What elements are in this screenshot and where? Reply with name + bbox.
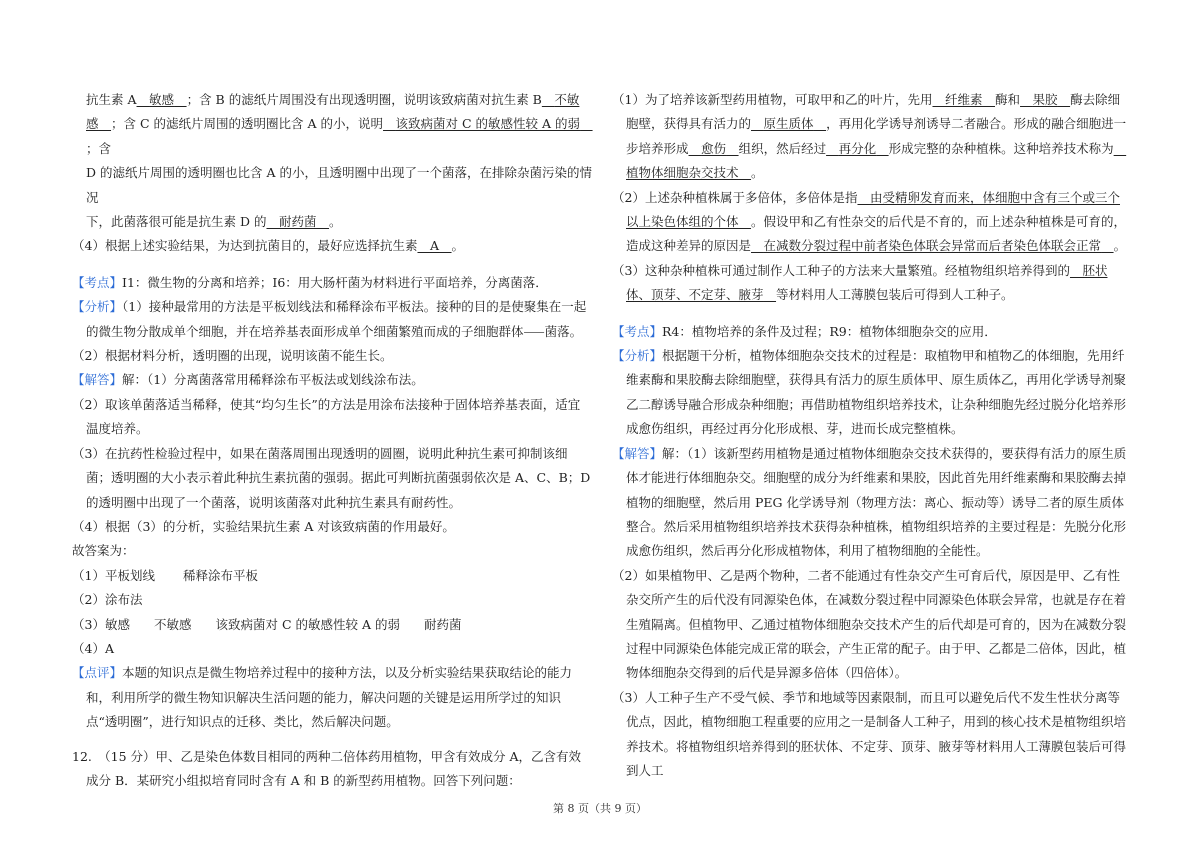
question-12-part-1: （1）为了培养该新型药用植物，可取甲和乙的叶片，先用 纤维素 酶和 果胶 酶去除细胞壁，获得具有活力的 原生质体 ，再用化学诱导剂诱导二者融合。形成的融合细胞进一步培养形成 愈伤 组织，然后经过 再分化 形成完整的杂种植株。这种培养技术称为 植物体细胞杂交技术 。: [612, 92, 1127, 181]
answer-line-2: 感 ；含 C 的滤纸片周围的透明圈比含 A 的小，说明 该致病菌对 C 的敏感性较 A 的弱 ；含: [86, 116, 581, 156]
answer-line-3: D 的滤纸片周围的透明圈也比含 A 的小，且透明圈中出现了一个菌落，在排除杂菌污染的情况: [86, 165, 592, 205]
answer-1: （1）平板划线 稀释涂布平板: [72, 567, 258, 583]
question-12-part-2: （2）上述杂种植株属于多倍体，多倍体是指 由受精卵发育而来，体细胞中含有三个或三个以上染色体组的个体 。假设甲和乙有性杂交的后代是不育的，而上述杂种植株是可育的，造成这种差异的原因是 在减数分裂过程中前者染色体联会异常而后者染色体联会正常 。: [612, 189, 1127, 254]
question-12-part-3: （3）这种杂种植株可通过制作人工种子的方法来大量繁殖。经植物组织培养得到的 胚状体、顶芽、不定芽、腋芽 等材料用人工薄膜包装后可得到人工种子。: [612, 262, 1108, 303]
jieda-section-right: 【解答】解：（1）该新型药用植物是通过植物体细胞杂交技术获得的，要获得有活力的原生质体才能进行体细胞杂交。细胞壁的成分为纤维素和果胶，因此首先用纤维素酶和果胶酶去掉植物的细胞壁，然后用 PEG 化学诱导剂（物理方法：离心、振动等）诱导二者的原生质体整合。然后采用植物组织培养技术获得杂种植株，植物组织培养的主要过程是：先脱分化形成愈伤组织，然后再分化形成植物体，利用了植物细胞的全能性。: [612, 445, 1127, 559]
page-footer: 第 8 页（共 9 页）: [553, 802, 647, 815]
kaodian-section-right: 【考点】R4：植物培养的条件及过程；R9：植物体细胞杂交的应用．: [612, 323, 997, 339]
jieda-point-3: （3）在抗药性检验过程中，如果在菌落周围出现透明的圆圈，说明此种抗生素可抑制该细菌；透明圈的大小表示着此种抗生素抗菌的强弱。据此可判断抗菌强弱依次是 A、C、B；D 的透明圈中出现了一个菌落，说明该菌落对此种抗生素具有耐药性。: [72, 445, 591, 510]
question-4: （4）根据上述实验结果，为达到抗菌目的，最好应选择抗生素 A 。: [72, 238, 465, 254]
answer-3: （3）敏感 不敏感 该致病菌对 C 的敏感性较 A 的弱 耐药菌: [72, 616, 462, 632]
answer-intro: 故答案为：: [72, 543, 135, 559]
answer-2: （2）涂布法: [72, 592, 143, 608]
answer-line-4: 下，此菌落很可能是抗生素 D 的 耐药菌 。: [86, 214, 342, 230]
kaodian-section: 【考点】I1：微生物的分离和培养；I6：用大肠杆菌为材料进行平面培养，分离菌落．: [72, 274, 548, 290]
answer-4: （4）A: [72, 640, 114, 656]
jieda-point-2-right: （2）如果植物甲、乙是两个物种，二者不能通过有性杂交产生可育后代，原因是甲、乙有性杂交所产生的后代没有同源染色体，在减数分裂过程中同源染色体联会异常，也就是存在着生殖隔离。但植物甲、乙通过植物体细胞杂交技术产生的后代却是可育的，因为在减数分裂过程中同源染色体能完成正常的联会，产生正常的配子。由于甲、乙都是二倍体，因此，植物体细胞杂交得到的后代是异源多倍体（四倍体）。: [612, 567, 1127, 681]
kaodian-tag: 【考点】: [612, 323, 663, 339]
answer-line-1: 抗生素 A 敏感 ；含 B 的滤纸片周围没有出现透明圈，说明该致病菌对抗生素 B 不敏: [86, 92, 580, 107]
jieda-tag: 【解答】: [612, 445, 663, 461]
fenxi-point-2: （2）根据材料分析，透明圈的出现，说明该菌不能生长。: [72, 348, 393, 364]
fenxi-section-right: 【分析】根据题干分析，植物体细胞杂交技术的过程是：取植物甲和植物乙的体细胞，先用纤维素酶和果胶酶去除细胞壁，获得具有活力的原生质体甲、原生质体乙，再用化学诱导剂聚乙二醇诱导融合形成杂种细胞；再借助植物组织培养技术，让杂种细胞先经过脱分化培养形成愈伤组织，再经过再分化形成根、芽，进而长成完整植株。: [612, 348, 1127, 437]
right-column: [612, 88, 1132, 783]
jieda-section: 【解答】解：（1）分离菌落常用稀释涂布平板法或划线涂布法。: [72, 372, 424, 388]
question-12: 12. （15 分）甲、乙是染色体数目相同的两种二倍体药用植物，甲含有效成分 A，乙含有效成分 B．某研究小组拟培育同时含有 A 和 B 的新型药用植物。回答下列问题：: [72, 748, 582, 788]
dianping-tag: 【点评】: [72, 665, 123, 681]
jieda-point-4: （4）根据（3）的分析，实验结果抗生素 A 对该致病菌的作用最好。: [72, 518, 455, 534]
fenxi-tag: 【分析】: [612, 348, 663, 364]
jieda-point-3-right: （3）人工种子生产不受气候、季节和地域等因素限制，而且可以避免后代不发生性状分离等优点，因此，植物细胞工程重要的应用之一是制备人工种子，用到的核心技术是植物组织培养技术。将植物组织培养得到的胚状体、不定芽、顶芽、腋芽等材料用人工薄膜包装后可得到人工: [612, 689, 1127, 778]
jieda-point-2: （2）取该单菌落适当稀释，使其“均匀生长”的方法是用涂布法接种于固体培养基表面，适宜温度培养。: [72, 396, 581, 437]
dianping-section: 【点评】本题的知识点是微生物培养过程中的接种方法，以及分析实验结果获取结论的能力和，利用所学的微生物知识解决生活问题的能力，解决问题的关键是运用所学过的知识点“透明圈”，进行知识点的迁移、类比，然后解决问题。: [72, 665, 573, 730]
fenxi-tag: 【分析】: [72, 299, 123, 315]
left-column: [72, 88, 592, 793]
kaodian-tag: 【考点】: [72, 274, 123, 290]
fenxi-section: 【分析】（1）接种最常用的方法是平板划线法和稀释涂布平板法。接种的目的是使聚集在一起的微生物分散成单个细胞，并在培养基表面形成单个细菌繁殖而成的子细胞群体⸺菌落。: [72, 299, 587, 339]
jieda-tag: 【解答】: [72, 372, 123, 388]
